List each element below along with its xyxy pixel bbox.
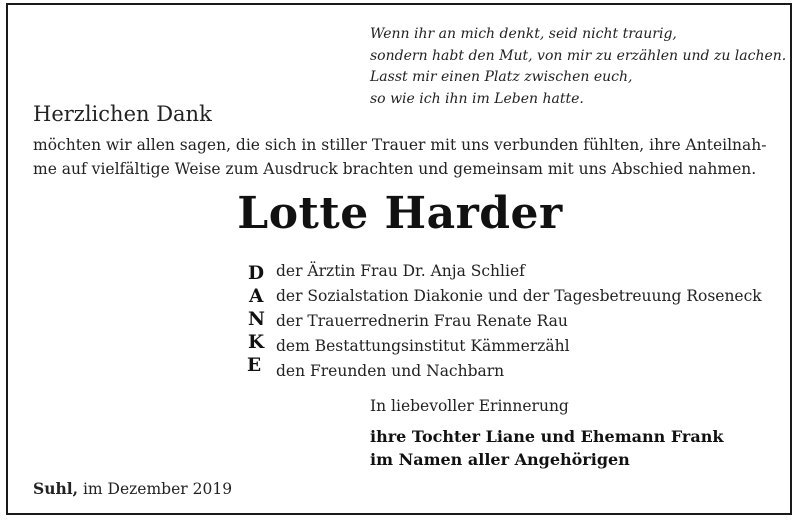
thanks-item: der Sozialstation Diakonie und der Tagesbetreuung Roseneck (276, 287, 762, 305)
place-date (33, 479, 232, 498)
thanks-heading: Herzlichen Dank (33, 102, 212, 126)
intro-line: möchten wir allen sagen, die sich in stiller Trauer mit uns verbunden fühlten, ihre Anteilnah- (33, 136, 767, 154)
thanks-list (276, 259, 762, 384)
danke-letter: K (248, 332, 265, 353)
thanks-item: der Ärztin Frau Dr. Anja Schlief (276, 262, 525, 280)
family-line: im Namen aller Angehörigen (370, 450, 630, 469)
poem-line: sondern habt den Mut, von mir zu erzählen und zu lachen. (370, 47, 787, 64)
family-signature (370, 425, 723, 471)
thanks-item: dem Bestattungsinstitut Kämmerzähl (276, 337, 570, 355)
poem-line: so wie ich ihn im Leben hatte. (370, 90, 584, 107)
danke-letter: N (248, 309, 265, 330)
date: im Dezember 2019 (78, 480, 233, 498)
thanks-item: den Freunden und Nachbarn (276, 362, 505, 380)
poem-line: Lasst mir einen Platz zwischen euch, (370, 69, 633, 85)
deceased-name: Lotte Harder (237, 188, 563, 239)
place: Suhl, (33, 479, 79, 498)
intro-line: me auf vielfältige Weise zum Ausdruck brachten und gemeinsam mit uns Abschied nahmen. (33, 160, 757, 178)
poem-line: Wenn ihr an mich denkt, seid nicht traurig, (370, 26, 677, 42)
thanks-item: der Trauerrednerin Frau Renate Rau (276, 312, 568, 330)
danke-letter: E (247, 355, 262, 376)
danke-letter: D (248, 263, 265, 284)
intro-text (33, 133, 767, 181)
poem (370, 24, 786, 110)
memory-line: In liebevoller Erinnerung (370, 397, 569, 415)
family-line: ihre Tochter Liane und Ehemann Frank (370, 427, 724, 446)
danke-acrostic (243, 262, 265, 377)
danke-letter: A (249, 286, 264, 307)
